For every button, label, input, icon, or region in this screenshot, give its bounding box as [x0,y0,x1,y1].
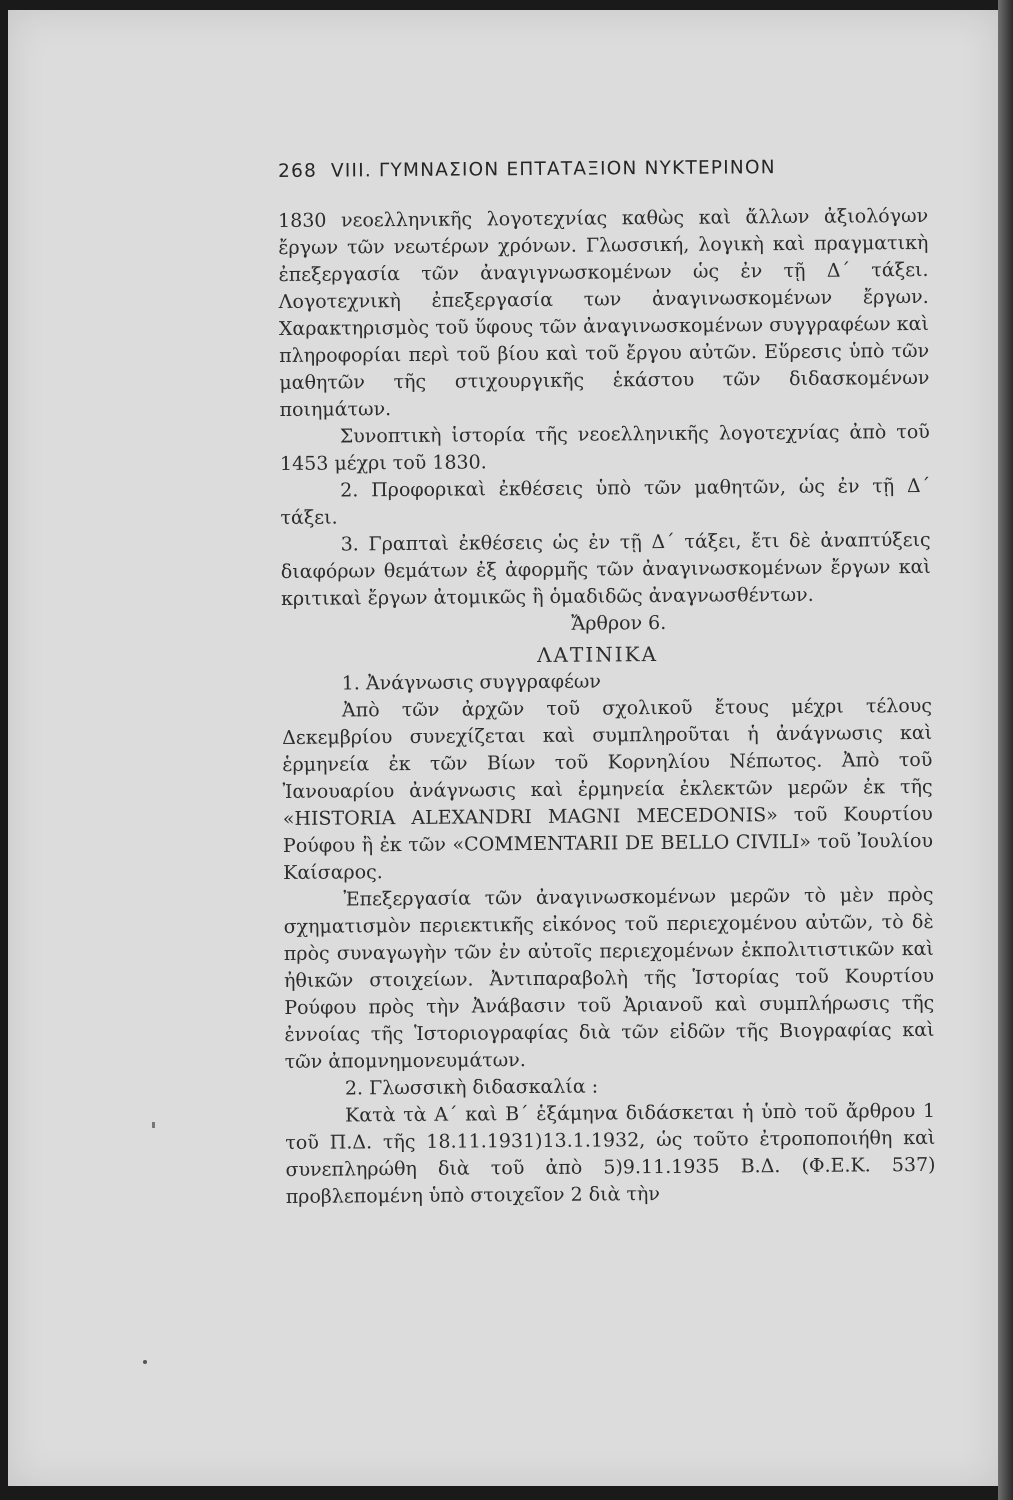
paragraph: Ἐπεξεργασία τῶν ἀναγινωσκομένων μερῶν τὸ μὲν πρὸς σχηματισμὸν περιεκτικῆς εἰκόνος τοῦ περιεχομένου αὐτῶν, τὸ δὲ πρὸς συναγωγὴν τῶν ἐν αὐτοῖς περιεχομένων ἐκπολιτιστικῶν καὶ ἠθικῶν στοιχείων. Ἀντιπαραβολὴ τῆς Ἱστορίας τοῦ Κουρτίου Ρούφου πρὸς τὴν Ἀνάβασιν τοῦ Ἀριανοῦ καὶ συμπλήρωσις τῆς ἐννοίας τῆς Ἱστοριογραφίας διὰ τῶν εἰδῶν τῆς Βιογραφίας καὶ τῶν ἀπομνημονευμάτων. [283,883,935,1073]
paragraph: 3. Γραπταὶ ἐκθέσεις ὡς ἐν τῇ Δ΄ τάξει, ἔτι δὲ ἀναπτύξεις διαφόρων θεμάτων ἐξ ἀφορμῆς τῶν ἀναγινωσκομένων ἔργων καὶ κριτικαὶ ἔργων ἀτομικῶς ἢ ὁμαδιδῶς ἀναγνωσθέντων. [280,528,931,610]
paragraph: 2. Προφορικαὶ ἐκθέσεις ὑπὸ τῶν μαθητῶν, ὡς ἐν τῇ Δ΄ τάξει. [280,474,931,529]
paragraph: Ἀπὸ τῶν ἀρχῶν τοῦ σχολικοῦ ἔτους μέχρι τέλους Δεκεμβρίου συνεχίζεται καὶ συμπληροῦται ἡ ἀνάγνωσις καὶ ἑρμηνεία ἐκ τῶν Βίων τοῦ Κορνηλίου Νέπωτος. Ἀπὸ τοῦ Ἰανουαρίου ἀνάγνωσις καὶ ἑρμηνεία ἐκλεκτῶν μερῶν ἐκ τῆς «HISTORIA ALEXANDRI MAGNI MECEDONIS» τοῦ Κουρτίου Ρούφου ἢ ἐκ τῶν «COMMENTARII DE BELLO CIVILI» τοῦ Ἰουλίου Καίσαρος. [282,694,934,884]
body-text [278,203,936,1211]
page-number: 268 [278,160,318,182]
paragraph: Κατὰ τὰ Α΄ καὶ Β΄ ἑξάμηνα διδάσκεται ἡ ὑπὸ τοῦ ἄρθρου 1 τοῦ Π.Δ. τῆς 18.11.1931)13.1.1932, ὡς τοῦτο ἐτροποποιήθη καὶ συνεπληρώθη διὰ τοῦ ἀπὸ 5)9.11.1935 Β.Δ. (Φ.Ε.Κ. 537) προβλεπομένη ὑπὸ στοιχεῖον 2 διὰ τὴν [285,1099,936,1208]
subsection-heading: 2. Γλωσσικὴ διδασκαλία : [344,1075,599,1100]
section-title: ΛΑΤΙΝΙΚΑ [536,642,659,667]
margin-mark [152,1122,155,1128]
article-heading: Ἄρθρον 6. [571,611,667,635]
running-header [278,157,776,182]
margin-dot [143,1360,147,1364]
subsection-heading: 1. Ἀνάγνωσις συγγραφέων [341,670,602,695]
page-edge [998,0,1013,1500]
paragraph: 1830 νεοελληνικῆς λογοτεχνίας καθὼς καὶ ἄλλων ἀξιολόγων ἔργων τῶν νεωτέρων χρόνων. Γλωσσική, λογικὴ καὶ πραγματικὴ ἐπεξεργασία τῶν ἀναγιγνωσκομένων ὡς ἐν τῇ Δ΄ τάξει. Λογοτεχνικὴ ἐπεξεργασία των ἀναγινωσκομένων ἔργων. Χαρακτηρισμὸς τοῦ ὕφους τῶν ἀναγινωσκομένων συγγραφέων καὶ πληροφορίαι περὶ τοῦ βίου καὶ τοῦ ἔργου αὐτῶν. Εὕρεσις ὑπὸ τῶν μαθητῶν τῆς στιχουργικῆς ἑκάστου τῶν διδασκομένων ποιημάτων. [278,204,930,421]
paragraph: Συνοπτικὴ ἱστορία τῆς νεοελληνικῆς λογοτεχνίας ἀπὸ τοῦ 1453 μέχρι τοῦ 1830. [279,420,930,475]
header-title: VIII. ΓΥΜΝΑΣΙΟΝ ΕΠΤΑΤΑΞΙΟΝ ΝΥΚΤΕΡΙΝΟΝ [330,157,776,182]
